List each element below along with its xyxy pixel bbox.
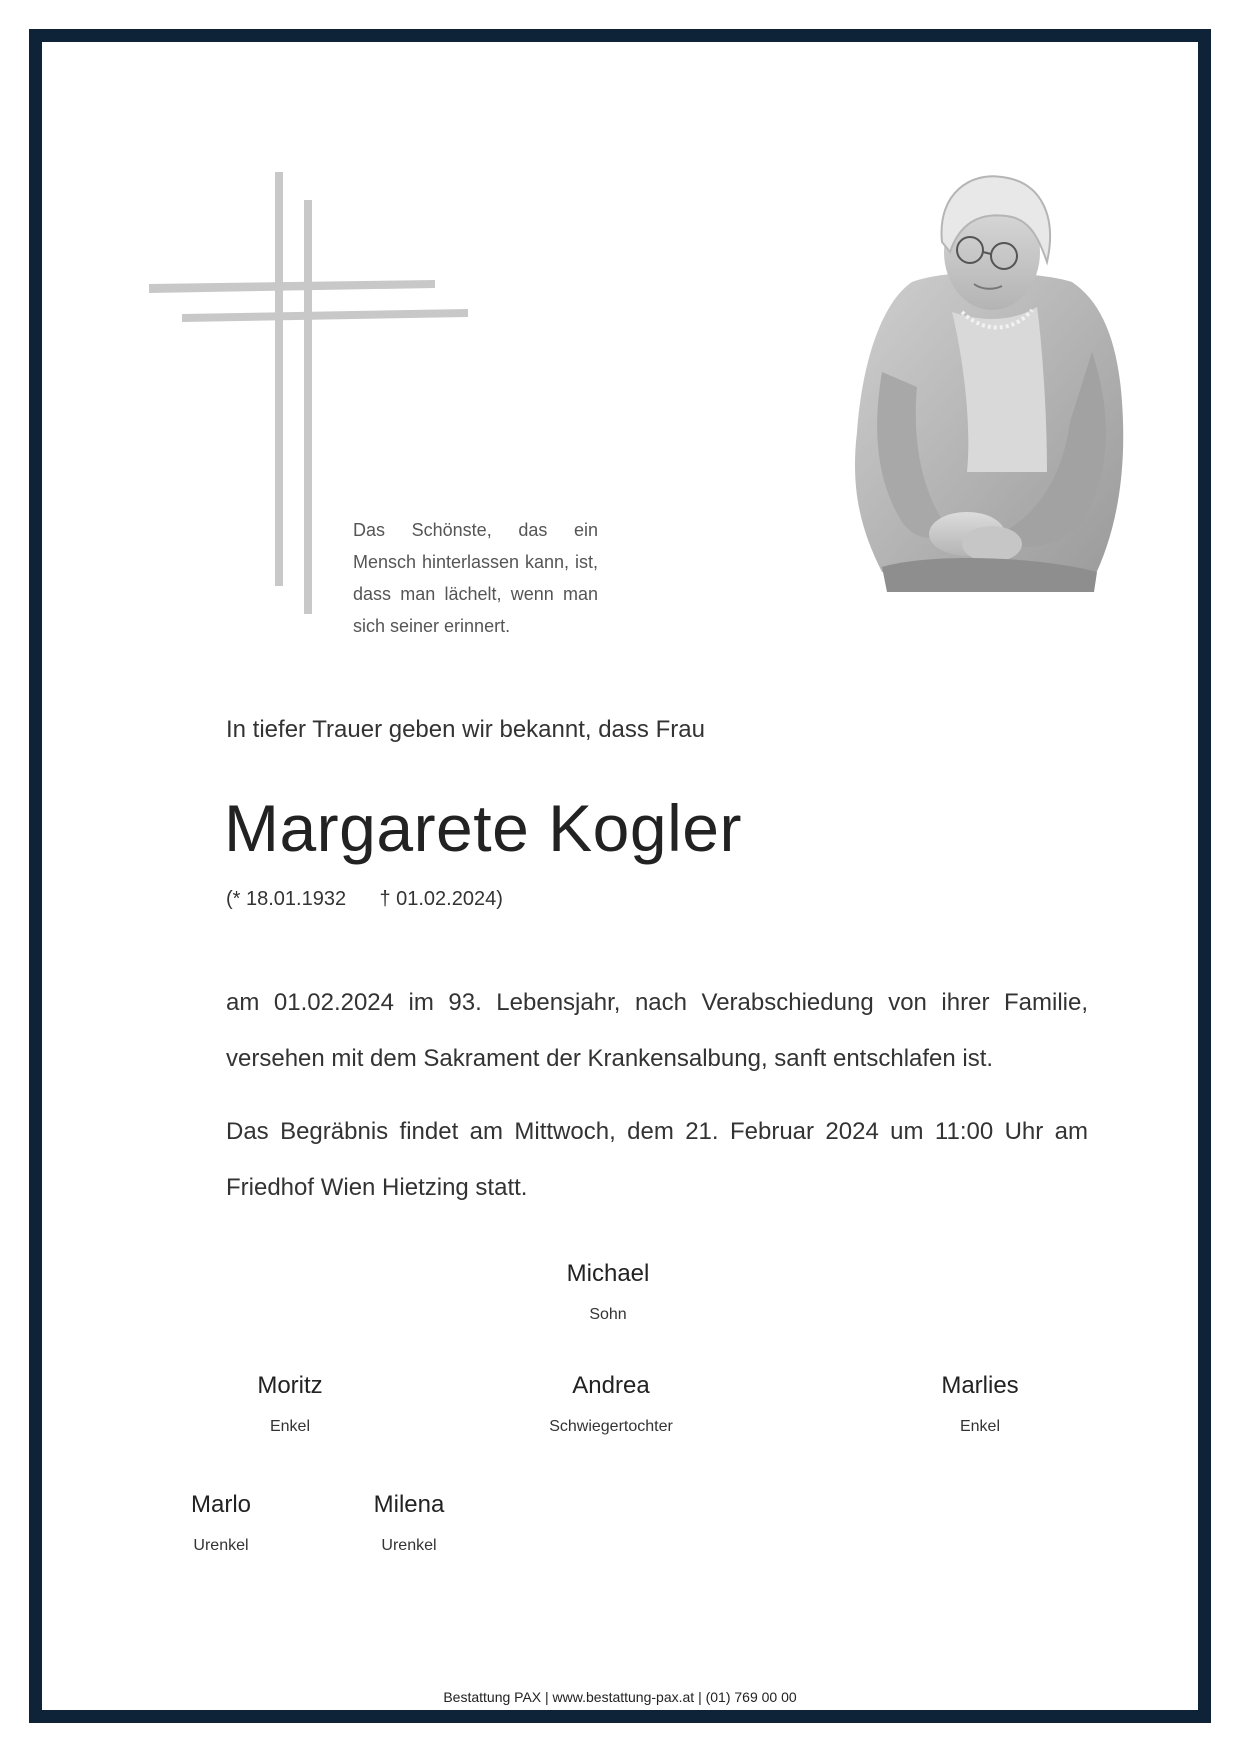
mourner-role: Enkel bbox=[959, 1418, 1001, 1435]
deceased-name: Margarete Kogler bbox=[224, 791, 742, 865]
funeral-info-paragraph: Das Begräbnis findet am Mittwoch, dem 21. Februar 2024 um 11:00 Uhr am Friedhof Wien Hietzing statt. bbox=[226, 1118, 1088, 1201]
mourner-milena bbox=[289, 1491, 529, 1555]
announcement-intro: In tiefer Trauer geben wir bekannt, dass Frau bbox=[226, 716, 705, 743]
portrait-photo bbox=[842, 172, 1129, 616]
mourner-role: Sohn bbox=[589, 1306, 627, 1323]
mourner-name: Marlo bbox=[190, 1491, 251, 1518]
mourner-moritz bbox=[170, 1372, 410, 1436]
mourner-role: Enkel bbox=[269, 1418, 311, 1435]
mourner-role: Urenkel bbox=[193, 1537, 249, 1554]
mourner-michael bbox=[488, 1260, 728, 1324]
funeral-home-footer: Bestattung PAX | www.bestattung-pax.at | (01) 769 00 00 bbox=[443, 1689, 797, 1705]
life-dates: (* 18.01.1932 † 01.02.2024) bbox=[226, 888, 503, 910]
mourner-andrea bbox=[491, 1372, 731, 1436]
mourner-marlies bbox=[860, 1372, 1100, 1436]
mourner-role: Urenkel bbox=[381, 1537, 437, 1554]
mourner-name: Marlies bbox=[941, 1372, 1019, 1399]
mourner-role: Schwiegertochter bbox=[549, 1418, 673, 1435]
mourner-name: Michael bbox=[566, 1260, 650, 1287]
death-notice-paragraph: am 01.02.2024 im 93. Lebensjahr, nach Verabschiedung von ihrer Familie, versehen mit dem Sakrament der Krankensalbung, sanft entschlafen ist. bbox=[226, 989, 1088, 1072]
mourner-name: Moritz bbox=[257, 1372, 323, 1399]
mourner-name: Andrea bbox=[572, 1372, 650, 1399]
mourner-name: Milena bbox=[373, 1491, 445, 1518]
memorial-quote: Das Schönste, das ein Mensch hinterlassen kann, ist, dass man lächelt, wenn man sich seiner erinnert. bbox=[353, 520, 598, 636]
